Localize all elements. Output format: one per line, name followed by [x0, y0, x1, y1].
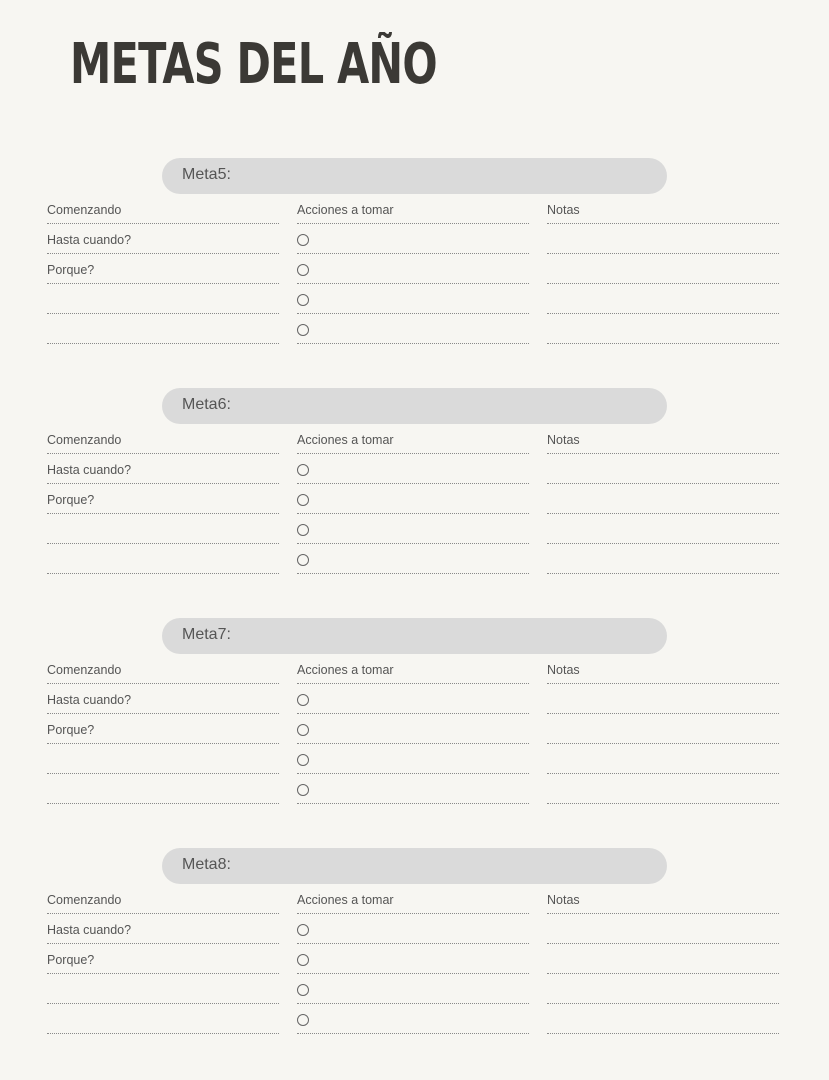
goal-section: [0, 618, 829, 808]
empty-circle-icon[interactable]: [297, 464, 309, 476]
until-line[interactable]: [47, 454, 279, 484]
actions-header: [297, 654, 529, 684]
blank-line[interactable]: [47, 284, 279, 314]
why-label: Porque?: [47, 492, 95, 507]
notes-line[interactable]: [547, 254, 779, 284]
actions-label: Acciones a tomar: [297, 202, 394, 217]
empty-circle-icon[interactable]: [297, 754, 309, 766]
notes-line[interactable]: [547, 974, 779, 1004]
start-line[interactable]: [47, 884, 279, 914]
blank-line[interactable]: [47, 1004, 279, 1034]
until-line[interactable]: [47, 684, 279, 714]
notes-header: [547, 194, 779, 224]
start-line[interactable]: [47, 194, 279, 224]
notes-column: [547, 194, 779, 344]
why-label: Porque?: [47, 722, 95, 737]
notes-header: [547, 884, 779, 914]
notes-column: [547, 884, 779, 1034]
goal-label: Meta5:: [182, 166, 231, 183]
goal-label: Meta7:: [182, 626, 231, 643]
goal-label: Meta6:: [182, 396, 231, 413]
notes-line[interactable]: [547, 944, 779, 974]
why-label: Porque?: [47, 952, 95, 967]
action-line[interactable]: [297, 744, 529, 774]
notes-header: [547, 654, 779, 684]
notes-label: Notas: [547, 202, 580, 217]
until-label: Hasta cuando?: [47, 462, 132, 477]
action-line[interactable]: [297, 484, 529, 514]
action-line[interactable]: [297, 1004, 529, 1034]
empty-circle-icon[interactable]: [297, 784, 309, 796]
actions-column: [297, 194, 529, 344]
page-title: METAS DEL AÑO: [70, 32, 437, 97]
empty-circle-icon[interactable]: [297, 924, 309, 936]
until-line[interactable]: [47, 914, 279, 944]
actions-label: Acciones a tomar: [297, 432, 394, 447]
blank-line[interactable]: [47, 514, 279, 544]
action-line[interactable]: [297, 284, 529, 314]
start-label: Comenzando: [47, 202, 122, 217]
notes-label: Notas: [547, 662, 580, 677]
goal-header[interactable]: [162, 388, 667, 424]
actions-column: [297, 654, 529, 804]
action-line[interactable]: [297, 774, 529, 804]
goal-header[interactable]: [162, 618, 667, 654]
empty-circle-icon[interactable]: [297, 694, 309, 706]
empty-circle-icon[interactable]: [297, 524, 309, 536]
why-label: Porque?: [47, 262, 95, 277]
empty-circle-icon[interactable]: [297, 984, 309, 996]
notes-header: [547, 424, 779, 454]
empty-circle-icon[interactable]: [297, 954, 309, 966]
until-label: Hasta cuando?: [47, 922, 132, 937]
action-line[interactable]: [297, 254, 529, 284]
blank-line[interactable]: [47, 744, 279, 774]
action-line[interactable]: [297, 514, 529, 544]
details-column: [47, 194, 279, 344]
until-label: Hasta cuando?: [47, 692, 132, 707]
action-line[interactable]: [297, 914, 529, 944]
action-line[interactable]: [297, 544, 529, 574]
start-line[interactable]: [47, 654, 279, 684]
empty-circle-icon[interactable]: [297, 324, 309, 336]
action-line[interactable]: [297, 714, 529, 744]
notes-line[interactable]: [547, 1004, 779, 1034]
action-line[interactable]: [297, 224, 529, 254]
actions-label: Acciones a tomar: [297, 662, 394, 677]
notes-line[interactable]: [547, 224, 779, 254]
blank-line[interactable]: [47, 974, 279, 1004]
actions-column: [297, 884, 529, 1034]
goal-label: Meta8:: [182, 856, 231, 873]
notes-line[interactable]: [547, 774, 779, 804]
start-line[interactable]: [47, 424, 279, 454]
empty-circle-icon[interactable]: [297, 294, 309, 306]
blank-line[interactable]: [47, 774, 279, 804]
empty-circle-icon[interactable]: [297, 1014, 309, 1026]
notes-line[interactable]: [547, 514, 779, 544]
goal-header[interactable]: [162, 848, 667, 884]
start-label: Comenzando: [47, 892, 122, 907]
why-line[interactable]: [47, 484, 279, 514]
until-label: Hasta cuando?: [47, 232, 132, 247]
details-column: [47, 654, 279, 804]
action-line[interactable]: [297, 454, 529, 484]
blank-line[interactable]: [47, 314, 279, 344]
notes-line[interactable]: [547, 314, 779, 344]
until-line[interactable]: [47, 224, 279, 254]
notes-line[interactable]: [547, 544, 779, 574]
details-column: [47, 424, 279, 574]
start-label: Comenzando: [47, 662, 122, 677]
why-line[interactable]: [47, 944, 279, 974]
notes-column: [547, 424, 779, 574]
goal-section: [0, 848, 829, 1038]
action-line[interactable]: [297, 684, 529, 714]
action-line[interactable]: [297, 314, 529, 344]
empty-circle-icon[interactable]: [297, 264, 309, 276]
notes-line[interactable]: [547, 284, 779, 314]
notes-line[interactable]: [547, 684, 779, 714]
notes-line[interactable]: [547, 484, 779, 514]
start-label: Comenzando: [47, 432, 122, 447]
blank-line[interactable]: [47, 544, 279, 574]
notes-label: Notas: [547, 432, 580, 447]
goal-section: [0, 388, 829, 578]
actions-header: [297, 884, 529, 914]
empty-circle-icon[interactable]: [297, 494, 309, 506]
details-column: [47, 884, 279, 1034]
notes-line[interactable]: [547, 454, 779, 484]
actions-label: Acciones a tomar: [297, 892, 394, 907]
why-line[interactable]: [47, 714, 279, 744]
notes-label: Notas: [547, 892, 580, 907]
actions-header: [297, 424, 529, 454]
actions-column: [297, 424, 529, 574]
notes-column: [547, 654, 779, 804]
empty-circle-icon[interactable]: [297, 724, 309, 736]
empty-circle-icon[interactable]: [297, 554, 309, 566]
notes-line[interactable]: [547, 914, 779, 944]
notes-line[interactable]: [547, 744, 779, 774]
action-line[interactable]: [297, 944, 529, 974]
notes-line[interactable]: [547, 714, 779, 744]
empty-circle-icon[interactable]: [297, 234, 309, 246]
actions-header: [297, 194, 529, 224]
goal-header[interactable]: [162, 158, 667, 194]
goal-section: [0, 158, 829, 348]
action-line[interactable]: [297, 974, 529, 1004]
why-line[interactable]: [47, 254, 279, 284]
